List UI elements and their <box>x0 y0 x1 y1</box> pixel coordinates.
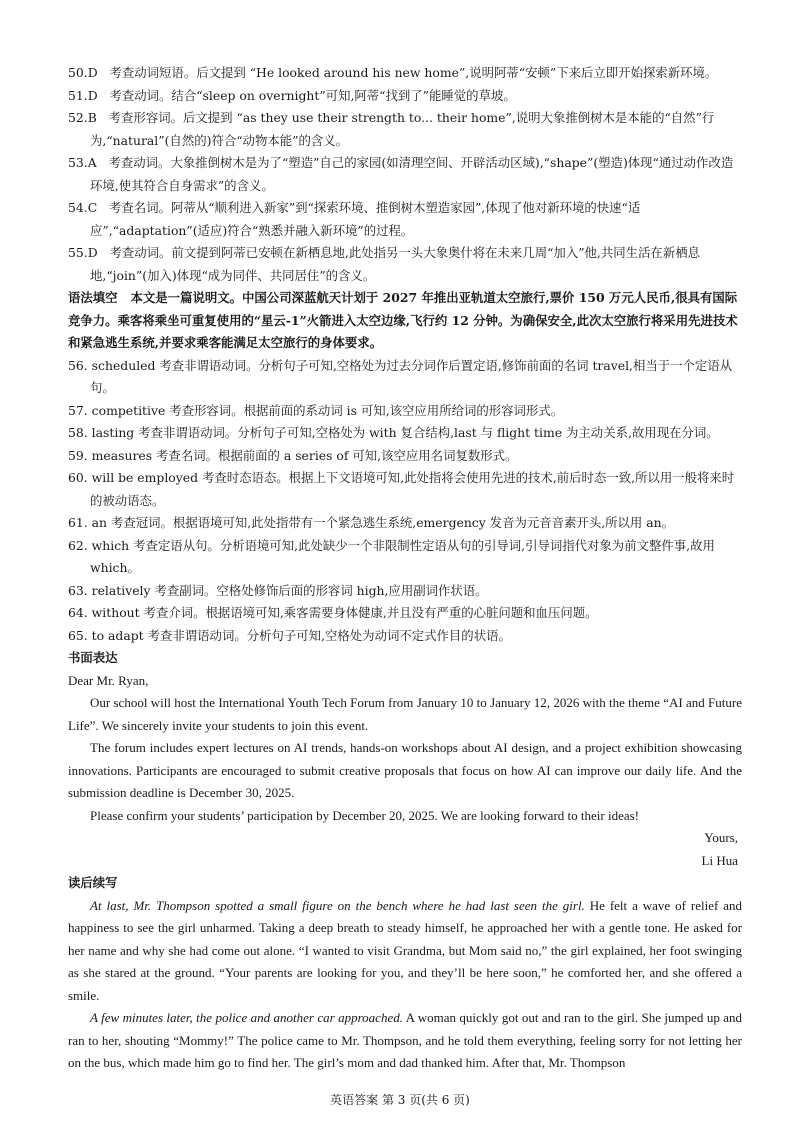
grammar-item-63: 63. relatively 考查副词。空格处修饰后面的形容词 high,应用副词作状语。 <box>68 582 488 598</box>
grammar-intro: 语法填空 本文是一篇说明文。中国公司深蓝航天计划于 2027 年推出亚轨道太空旅行,票价 150 万元人民币,很具有国际竞争力。乘客将乘坐可重复使用的“星云-1”火箭进入太空边缘,飞行约 12 分钟。为确保安全,此次太空旅行将采用先进技术和紧急逃生系统,并要求乘客能满足太空旅行的身体要求。 <box>68 290 738 350</box>
grammar-item-57: 57. competitive 考查形容词。根据前面的系动词 is 可知,该空应用所给词的形容词形式。 <box>68 402 564 418</box>
continuation-lead-2: A few minutes later, the police and another car approached. <box>90 1010 403 1025</box>
sample-letter <box>68 670 742 873</box>
continuation-paragraph-2: A few minutes later, the police and another car approached. A woman quickly got out and ran to the girl. She jumped up and ran to her, shouting “Mommy!” The police came to Mr. Thompson, and he told them everything, feeling sorry for not letting her on the bus, which made him go to find her. The girl’s mom and dad thanked him. After that, Mr. Thompson <box>68 1010 743 1070</box>
writing-section-label: 书面表达 <box>68 650 118 665</box>
letter-paragraph-3: Please confirm your students’ participation by December 20, 2025. We are looking forward to their ideas! <box>90 807 640 823</box>
answer-item-51: 51.D 考查动词。结合“sleep on overnight”可知,阿蒂“找到了”能睡觉的草坡。 <box>68 87 516 103</box>
page-content <box>68 62 742 1075</box>
letter-greeting: Dear Mr. Ryan, <box>68 672 149 688</box>
answer-item-50: 50.D 考查动词短语。后文提到 “He looked around his new home”,说明阿蒂“安顿”下来后立即开始探索新环境。 <box>68 65 718 80</box>
grammar-section-label: 语法填空 <box>68 290 118 305</box>
grammar-item-65: 65. to adapt 考查非谓语动词。分析句子可知,空格处为动词不定式作目的状语。 <box>68 627 511 643</box>
grammar-item-60: 60. will be employed 考查时态语态。根据上下文语境可知,此处指将会使用先进的技术,前后时态一致,所以用一般将来时的被动语态。 <box>68 470 735 508</box>
cloze-answers <box>68 62 742 287</box>
continuation-essay <box>68 895 742 1075</box>
grammar-item-58: 58. lasting 考查非谓语动词。分析句子可知,空格处为 with 复合结构,last 与 flight time 为主动关系,故用现在分词。 <box>68 425 719 440</box>
grammar-item-59: 59. measures 考查名词。根据前面的 a series of 可知,该空应用名词复数形式。 <box>68 447 518 463</box>
letter-closing: Yours, <box>704 830 738 845</box>
letter-paragraph-1: Our school will host the International Youth Tech Forum from January 10 to January 12, 2026 with the theme “AI and Future Life”. We sincerely invite your students to join this event. <box>68 695 742 733</box>
letter-paragraph-2: The forum includes expert lectures on AI trends, hands-on workshops about AI design, and a project exhibition showcasing innovations. Participants are encouraged to submit creative proposals that focus on how AI can improve our daily life. And the submission deadline is December 30, 2025. <box>68 740 742 800</box>
letter-signature: Li Hua <box>701 852 738 868</box>
answer-item-53: 53.A 考查动词。大象推倒树木是为了“塑造”自己的家园(如清理空间、开辟活动区域),“shape”(塑造)体现“通过动作改造环境,使其符合自身需求”的含义。 <box>68 155 734 193</box>
grammar-item-56: 56. scheduled 考查非谓语动词。分析句子可知,空格处为过去分词作后置定语,修饰前面的名词 travel,相当于一个定语从句。 <box>68 357 733 395</box>
continuation-paragraph-1: At last, Mr. Thompson spotted a small figure on the bench where he had last seen the girl. He felt a wave of relief and happiness to see the girl unharmed. Taking a deep breath to steady himself, he approached her with a gentle tone. He asked for her name and why she had come out alone. “I wanted to visit Grandma, but Mom said no,” the girl explained, her foot swinging as she stared at the ground. “Your parents are looking for you, and they’ll be here soon,” he comforted her, and she offered a smile. <box>68 897 743 1003</box>
answer-item-54: 54.C 考查名词。阿蒂从“顺利进入新家”到“探索环境、推倒树木塑造家园”,体现了他对新环境的快速“适应”,“adaptation”(适应)符合“熟悉并融入新环境”的过程。 <box>68 200 641 238</box>
grammar-item-64: 64. without 考查介词。根据语境可知,乘客需要身体健康,并且没有严重的心脏问题和血压问题。 <box>68 605 598 620</box>
continuation-section-label: 读后续写 <box>68 875 118 890</box>
grammar-item-62: 62. which 考查定语从句。分析语境可知,此处缺少一个非限制性定语从句的引导词,引导词指代对象为前文整件事,故用 which。 <box>68 537 715 575</box>
grammar-answers <box>68 355 742 648</box>
answer-item-52: 52.B 考查形容词。后文提到 “as they use their strength to... their home”,说明大象推倒树木是本能的“自然”行为,“natural”(自然的)符合“动物本能”的含义。 <box>68 110 715 148</box>
answer-item-55: 55.D 考查动词。前文提到阿蒂已安顿在新栖息地,此处指另一头大象奥什将在未来几周“加入”他,共同生活在新栖息地,“join”(加入)体现“成为同伴、共同居住”的含义。 <box>68 245 700 283</box>
page-footer: 英语答案 第 3 页(共 6 页) <box>330 1093 470 1107</box>
continuation-lead-1: At last, Mr. Thompson spotted a small figure on the bench where he had last seen the girl. <box>90 897 585 913</box>
grammar-item-61: 61. an 考查冠词。根据语境可知,此处指带有一个紧急逃生系统,emergency 发音为元音音素开头,所以用 an。 <box>68 515 675 530</box>
